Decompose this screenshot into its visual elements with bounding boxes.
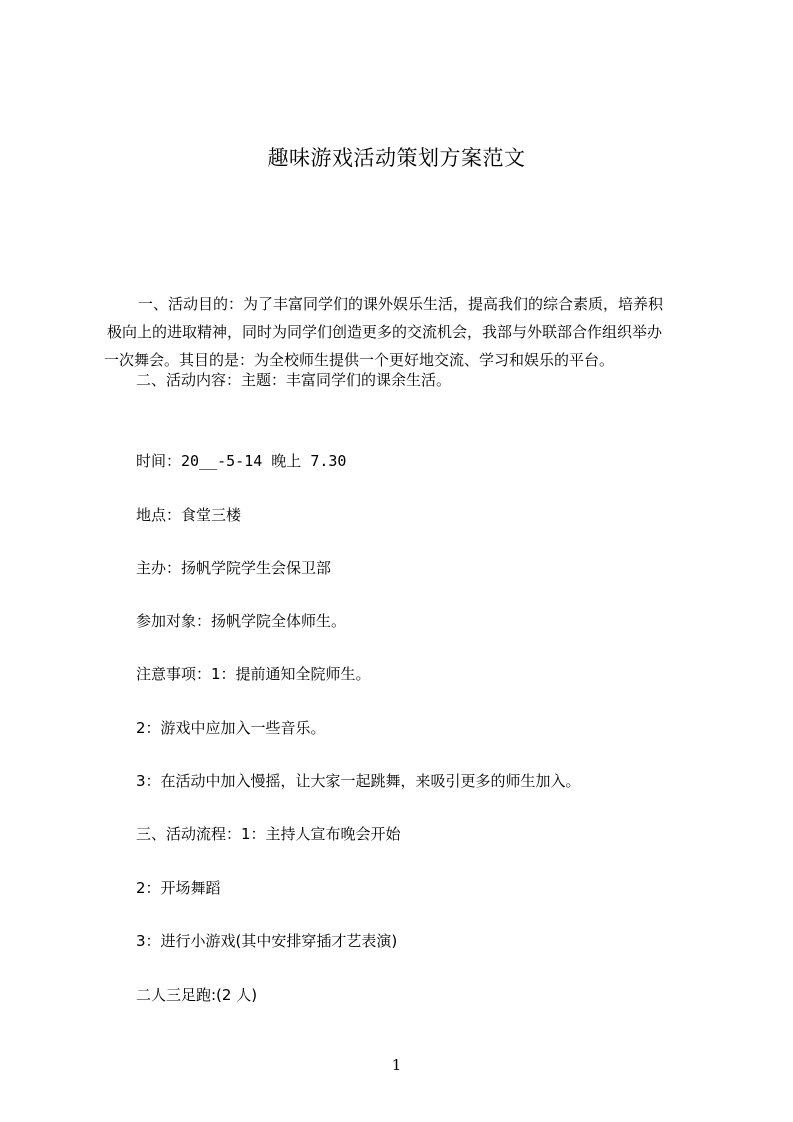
place-line: 地点：食堂三楼 <box>136 506 242 524</box>
intro-line: 极向上的进取精神，同时为同学们创造更多的交流机会，我部与外联部合作组织举办 <box>107 323 663 341</box>
notes-line: 3：在活动中加入慢摇，让大家一起跳舞，来吸引更多的师生加入。 <box>136 772 581 790</box>
content-line: 二、活动内容：主题：丰富同学们的课余生活。 <box>136 371 452 389</box>
organizer-line: 主办：扬帆学院学生会保卫部 <box>136 559 332 577</box>
process-line: 3：进行小游戏(其中安排穿插才艺表演) <box>136 932 398 950</box>
document-title: 趣味游戏活动策划方案范文 <box>267 146 526 170</box>
process-line: 三、活动流程：1：主持人宣布晚会开始 <box>136 825 401 843</box>
process-line: 二人三足跑:(2 人) <box>136 986 258 1004</box>
intro-paragraph <box>104 290 704 374</box>
notes-line: 2：游戏中应加入一些音乐。 <box>136 719 326 737</box>
notes-line: 注意事项：1：提前通知全院师生。 <box>136 665 371 683</box>
intro-line: 一、活动目的：为了丰富同学们的课外娱乐生活，提高我们的综合素质，培养积 <box>138 295 664 313</box>
page-number: 1 <box>391 1056 402 1074</box>
process-line: 2：开场舞蹈 <box>136 879 221 897</box>
time-line: 时间：20__-5-14 晚上 7.30 <box>136 452 347 470</box>
intro-line: 一次舞会。其目的是：为全校师生提供一个更好地交流、学习和娱乐的平台。 <box>104 351 615 369</box>
participants-line: 参加对象：扬帆学院全体师生。 <box>136 612 347 630</box>
